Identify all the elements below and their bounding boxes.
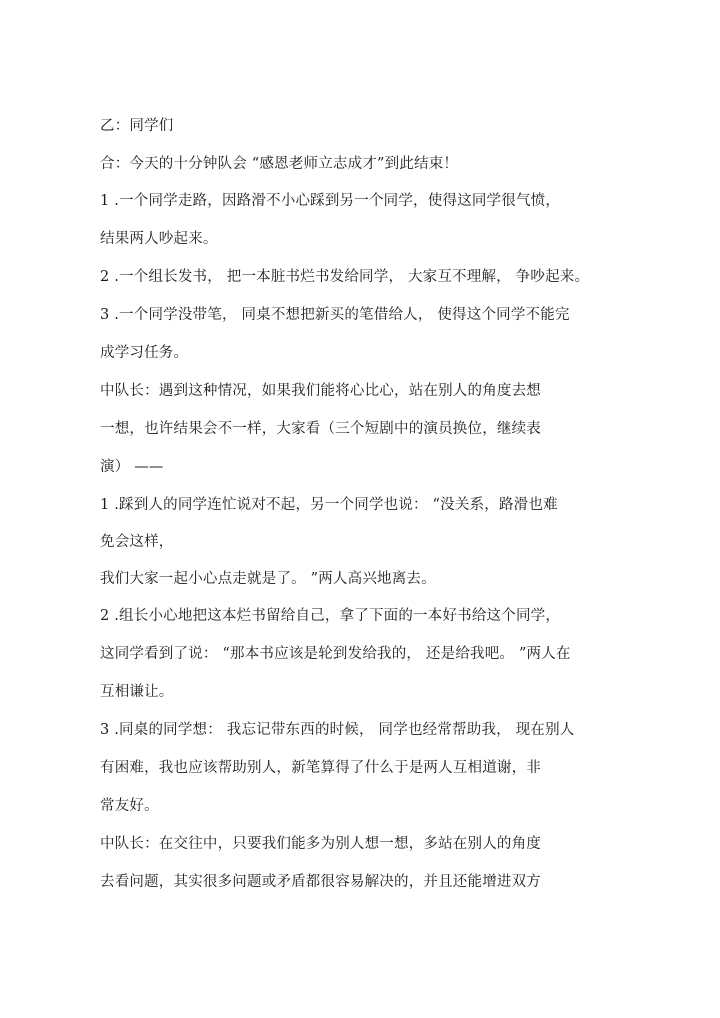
text-line: 免会这样， (100, 534, 174, 550)
text-line: 1 .踩到人的同学连忙说对不起，另一个同学也说： “没关系，路滑也难 (100, 497, 558, 513)
text-line: 3 .一个同学没带笔， 同桌不想把新买的笔借给人， 使得这个同学不能完 (100, 307, 570, 323)
text-line: 一想，也许结果会不一样，大家看（三个短剧中的演员换位，继续表 (100, 421, 541, 437)
text-line: 常友好。 (100, 798, 159, 814)
text-line: 结果两人吵起来。 (100, 231, 218, 247)
text-line: 2 .组长小心地把这本烂书留给自己，拿了下面的一本好书给这个同学， (100, 608, 561, 624)
text-line: 合：今天的十分钟队会 “感恩老师立志成才”到此结束！ (100, 156, 459, 172)
text-line: 成学习任务。 (100, 345, 189, 361)
text-line: 我们大家一起小心点走就是了。 ”两人高兴地离去。 (100, 571, 436, 587)
text-line: 互相谦让。 (100, 684, 174, 700)
text-line: 1 .一个同学走路，因路滑不小心踩到另一个同学，使得这同学很气愤， (100, 193, 561, 209)
text-line: 去看问题，其实很多问题或矛盾都很容易解决的，并且还能增进双方 (100, 874, 541, 890)
text-line: 中队长：遇到这种情况，如果我们能将心比心，站在别人的角度去想 (100, 383, 541, 399)
text-line: 演） —— (100, 459, 164, 475)
text-line: 中队长：在交往中，只要我们能多为别人想一想，多站在别人的角度 (100, 836, 541, 852)
text-line: 乙：同学们 (100, 118, 174, 134)
text-line: 3 .同桌的同学想： 我忘记带东西的时候， 同学也经常帮助我， 现在别人 (100, 722, 575, 738)
text-line: 这同学看到了说： “那本书应该是轮到发给我的， 还是给我吧。 ”两人在 (100, 646, 571, 662)
text-line: 有困难，我也应该帮助别人，新笔算得了什么于是两人互相道谢，非 (100, 760, 541, 776)
text-line: 2 .一个组长发书， 把一本脏书烂书发给同学， 大家互不理解， 争吵起来。 (100, 269, 590, 285)
